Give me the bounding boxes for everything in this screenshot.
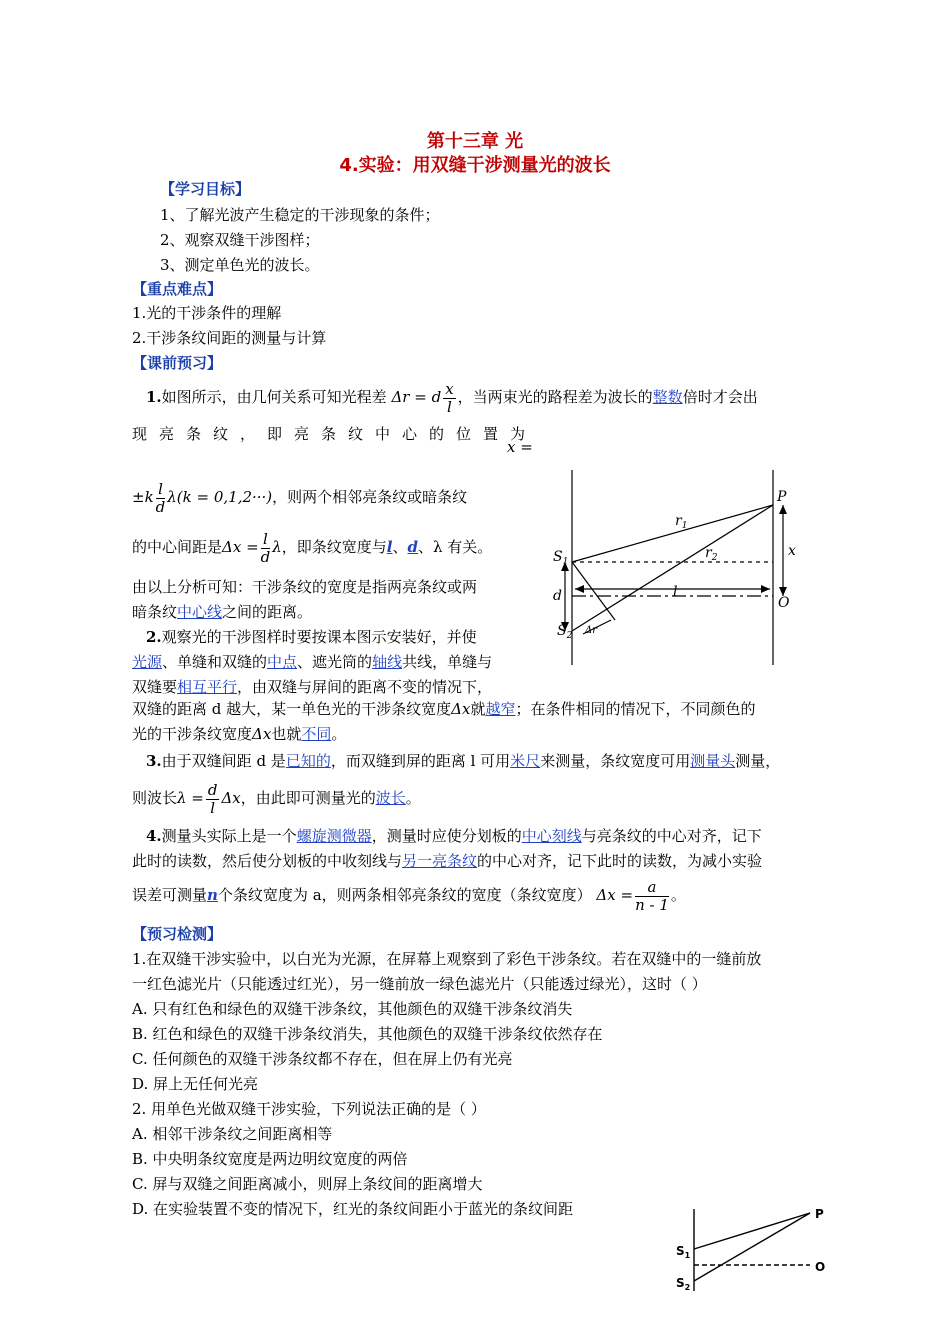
- p4-blank-another-fringe: 另一亮条纹: [402, 852, 478, 870]
- p2-dx: Δx: [252, 725, 272, 743]
- p4-text: ，测量时应使分划板的: [371, 827, 522, 845]
- keypoint-item: 1.光的干涉条件的理解: [132, 304, 282, 322]
- preview-p1-line6: [132, 601, 312, 622]
- p4-blank-micrometer: 螺旋测微器: [296, 827, 372, 845]
- p2-blank-different: 不同: [301, 725, 332, 743]
- p2-text: 观察光的干涉图样时要按课本图示安装好，并使: [161, 628, 477, 646]
- p3-blank-known: 已知的: [285, 752, 331, 770]
- p3-blank-head: 测量头: [690, 752, 736, 770]
- preview-p4-line1: [146, 825, 762, 846]
- p4-blank-centerline: 中心刻线: [521, 827, 582, 845]
- p2-text: 、遮光筒的: [297, 653, 373, 671]
- p2-blank-narrower: 越窄: [485, 700, 516, 718]
- small-slit-diagram: [672, 1203, 832, 1295]
- p1-lambda-k: λ(k = 0,1,2···): [167, 488, 273, 506]
- ray-s1: [694, 1213, 810, 1249]
- p1-fraction: $\frac{l}{d}$: [260, 529, 271, 566]
- preview-p2-line3: [132, 676, 492, 697]
- preview-p4-line3: [132, 874, 686, 916]
- preview-heading: 【课前预习】: [132, 354, 223, 372]
- p1-fraction: $\frac{l}{d}$: [155, 479, 166, 516]
- p3-text: 由于双缝间距 d 是: [161, 752, 286, 770]
- label-dr: Δr: [585, 625, 598, 636]
- check-heading: 【预习检测】: [132, 925, 223, 943]
- preview-p3-line1: [146, 750, 780, 771]
- p4-blank-n: n: [207, 886, 218, 904]
- q2-option: D. 在实验装置不变的情况下，红光的条纹间距小于蓝光的条纹间距: [132, 1200, 574, 1218]
- p4-text: 误差可测量: [132, 886, 208, 904]
- label-O: O: [815, 1260, 826, 1274]
- p1-text: 如图所示，由几何关系可知光程差: [161, 388, 387, 406]
- p3-fraction: $\frac{d}{l}$: [207, 780, 218, 817]
- p4-text: 个条纹宽度为 a，则两条相邻亮条纹的宽度（条纹宽度）: [217, 886, 592, 904]
- label-P: P: [777, 489, 787, 505]
- label-r1: $r_1$: [675, 513, 688, 531]
- p2-text: ；在条件相同的情况下，不同颜色的: [515, 700, 756, 718]
- p4-dx-eq: Δx =: [596, 886, 634, 904]
- q1-option: C. 任何颜色的双缝干涉条纹都不存在，但在屏上仍有光亮: [132, 1050, 513, 1068]
- p2-text: 。: [331, 725, 347, 743]
- p1-text: 、: [392, 538, 408, 556]
- p4-number: 4.: [146, 827, 162, 845]
- p2-blank-midpoint: 中点: [267, 653, 298, 671]
- p3-text: ，由此即可测量光的: [240, 789, 376, 807]
- q2-stem: 2. 用单色光做双缝干涉实验，下列说法正确的是（ ）: [132, 1100, 486, 1118]
- p2-text: 、单缝和双缝的: [162, 653, 268, 671]
- p1-text: 之间的距离。: [222, 603, 313, 621]
- goal-item: 3、测定单色光的波长。: [160, 256, 320, 274]
- p2-text: ，由双缝与屏间的距离不变的情况下，: [237, 678, 493, 696]
- double-slit-diagram: [545, 465, 825, 670]
- preview-p1-line5: 由以上分析可知：干涉条纹的宽度是指两亮条纹或两: [132, 578, 478, 596]
- p3-blank-wavelength: 波长: [375, 789, 406, 807]
- q2-option: A. 相邻干涉条纹之间距离相等: [132, 1125, 333, 1143]
- p3-dx: Δx: [221, 789, 241, 807]
- p4-text: 。: [670, 886, 686, 904]
- p1-formula: Δr = d: [391, 388, 442, 406]
- ray-r1: [572, 505, 773, 562]
- label-S1: $S_1$: [676, 1244, 691, 1260]
- preview-p1-line2: 现亮条纹，即亮条纹中心的位置为: [132, 425, 538, 443]
- q2-option: B. 中央明条纹宽度是两边明纹宽度的两倍: [132, 1150, 408, 1168]
- q1-option: D. 屏上无任何光亮: [132, 1075, 259, 1093]
- label-P: P: [815, 1207, 824, 1221]
- p2-text: 双缝要: [132, 678, 178, 696]
- p2-text: 双缝的距离 d 越大，某一单色光的干涉条纹宽度: [132, 700, 452, 718]
- p2-text: 光的干涉条纹宽度: [132, 725, 253, 743]
- q1-option: A. 只有红色和绿色的双缝干涉条纹，其他颜色的双缝干涉条纹消失: [132, 1000, 573, 1018]
- label-l: l: [673, 584, 678, 600]
- p4-fraction: $\frac{a}{n - 1}$: [635, 877, 669, 914]
- ray-s2: [694, 1213, 810, 1281]
- p4-text: 的中心对齐，记下此时的读数，为减小实验: [477, 852, 763, 870]
- chapter-title: 第十三章 光: [426, 131, 524, 152]
- label-d: d: [553, 588, 562, 604]
- ray-r2: [572, 505, 773, 631]
- p1-pm-k: ±k: [132, 488, 154, 506]
- p2-text: 就: [470, 700, 486, 718]
- p1-text: 、λ 有关。: [418, 538, 493, 556]
- keypoint-item: 2.干涉条纹间距的测量与计算: [132, 329, 327, 347]
- q1-stem: 1.在双缝干涉实验中，以白光为光源，在屏幕上观察到了彩色干涉条纹。若在双缝中的一缝前放: [132, 950, 762, 968]
- preview-p3-line2: [132, 778, 421, 818]
- p1-blank-l: l: [386, 538, 393, 556]
- preview-p2-line5: [132, 723, 346, 744]
- p3-text: 测量，: [735, 752, 781, 770]
- keypoints-heading: 【重点难点】: [132, 280, 223, 298]
- p1-number: 1.: [146, 388, 162, 406]
- p4-text: 测量头实际上是一个: [161, 827, 297, 845]
- p2-number: 2.: [146, 628, 162, 646]
- p1-fraction: $\frac{x}{l}$: [445, 379, 454, 416]
- p1-lambda: λ: [272, 538, 282, 556]
- preview-p2-line1: [146, 626, 477, 647]
- p3-text: 。: [405, 789, 421, 807]
- p1-blank-centerline: 中心线: [177, 603, 223, 621]
- q1-stem: 一红色滤光片（只能透过红光），另一缝前放一绿色滤光片（只能透过绿光），这时（ ）: [132, 975, 707, 993]
- label-r2: $r_2$: [705, 545, 718, 563]
- p1-text: ，当两束光的路程差为波长的: [457, 388, 653, 406]
- p1-text: 暗条纹: [132, 603, 178, 621]
- p2-dx: Δx: [451, 700, 471, 718]
- preview-p2-line4: [132, 698, 755, 719]
- p1-x-eq: x =: [507, 438, 533, 456]
- label-S2: $S_2$: [676, 1276, 691, 1292]
- p1-text: 倍时才会出: [682, 388, 758, 406]
- p1-text: 的中心间距是: [132, 538, 223, 556]
- p4-text: 此时的读数，然后使分划板的中收刻线与: [132, 852, 403, 870]
- label-S2: $S_2$: [557, 623, 573, 641]
- p2-text: 共线，单缝与: [402, 653, 493, 671]
- p2-blank-axis: 轴线: [372, 653, 403, 671]
- p2-blank-source: 光源: [132, 653, 163, 671]
- label-x: x: [788, 543, 796, 559]
- preview-p4-line2: [132, 850, 762, 871]
- goal-item: 1、了解光波产生稳定的干涉现象的条件；: [160, 206, 440, 224]
- p1-text: ，即条纹宽度与: [281, 538, 387, 556]
- p1-blank-integer: 整数: [652, 388, 683, 406]
- perpendicular-line: [572, 562, 615, 620]
- p1-text: ，则两个相邻亮条纹或暗条纹: [272, 488, 468, 506]
- p3-number: 3.: [146, 752, 162, 770]
- p1-blank-d: d: [407, 538, 419, 556]
- label-S1: $S_1$: [553, 549, 569, 567]
- preview-p1-line3: [132, 478, 467, 516]
- preview-p1-line1: [146, 380, 758, 416]
- p2-text: 也就: [271, 725, 302, 743]
- preview-p2-line2: [132, 651, 492, 672]
- p3-text: ，而双缝到屏的距离 l 可用: [330, 752, 511, 770]
- p3-blank-ruler: 米尺: [510, 752, 541, 770]
- p2-blank-parallel: 相互平行: [177, 678, 238, 696]
- p1-dx-eq: Δx =: [222, 538, 259, 556]
- p3-text: 则波长: [132, 789, 178, 807]
- goals-heading: 【学习目标】: [160, 180, 251, 198]
- goal-item: 2、观察双缝干涉图样；: [160, 231, 320, 249]
- p3-text: 来测量，条纹宽度可用: [540, 752, 691, 770]
- q2-option: C. 屏与双缝之间距离减小，则屏上条纹间的距离增大: [132, 1175, 483, 1193]
- q1-option: B. 红色和绿色的双缝干涉条纹消失，其他颜色的双缝干涉条纹依然存在: [132, 1025, 603, 1043]
- p4-text: 与亮条纹的中心对齐，记下: [581, 827, 762, 845]
- preview-p1-line4: [132, 527, 492, 567]
- p3-lambda-eq: λ =: [177, 789, 204, 807]
- label-O: O: [778, 595, 790, 611]
- lesson-title: 4.实验：用双缝干涉测量光的波长: [339, 155, 611, 176]
